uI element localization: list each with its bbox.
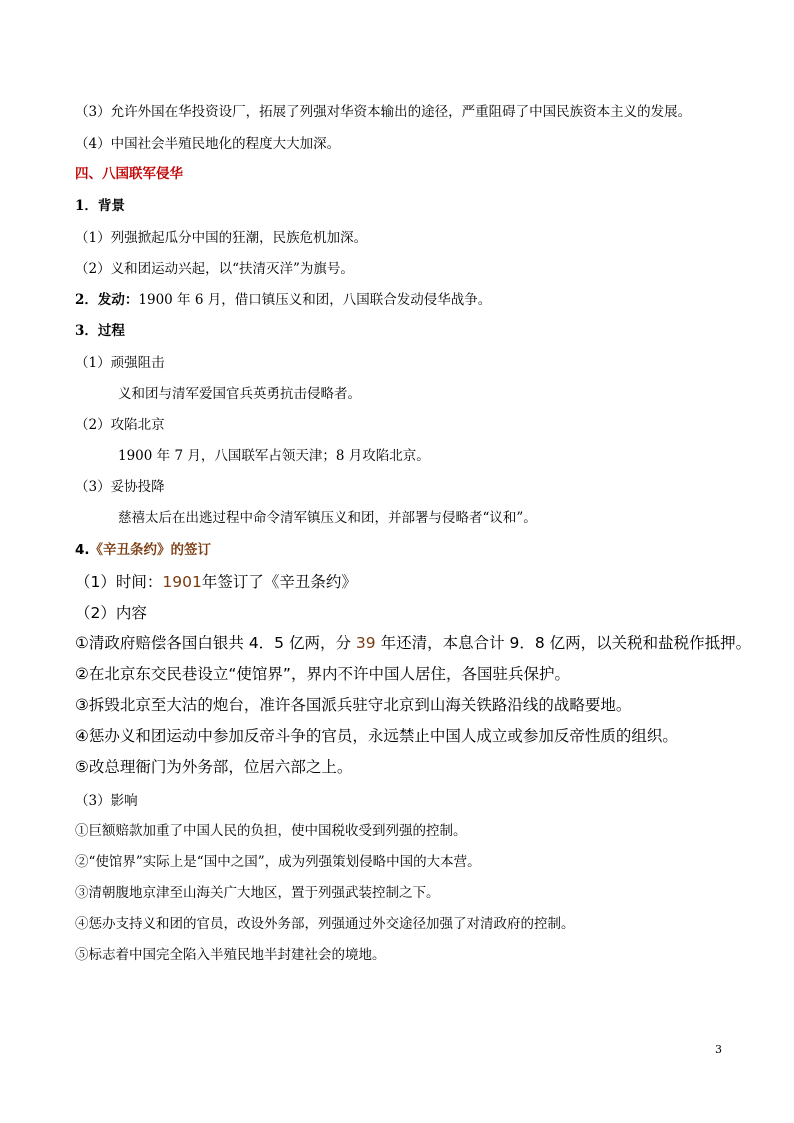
paragraph xyxy=(75,572,357,592)
subheading: 3．过程 xyxy=(75,323,125,339)
paragraph: （3）允许外国在华投资设厂，拓展了列强对华资本输出的途径，严重阻碍了中国民族资本主义的发展。 xyxy=(75,104,692,120)
paragraph: （2）义和团运动兴起，以“扶清灭洋”为旗号。 xyxy=(75,261,354,277)
list-heading: （1）顽强阻击 xyxy=(75,355,165,371)
list-item xyxy=(75,633,751,653)
list-item: ②在北京东交民巷设立“使馆界”，界内不许中国人居住，各国驻兵保护。 xyxy=(75,665,570,683)
treaty-title: 《辛丑条约》的签订 xyxy=(89,542,212,558)
inline-label: 2．发动： xyxy=(75,292,139,308)
list-heading: （2）攻陷北京 xyxy=(75,417,165,433)
list-item: ①巨额赔款加重了中国人民的负担，使中国税收受到列强的控制。 xyxy=(75,823,467,839)
years-value: 39 xyxy=(355,634,376,652)
list-item: ⑤改总理衙门为外务部，位居六部之上。 xyxy=(75,758,353,776)
paragraph: （4）中国社会半殖民地化的程度大大加深。 xyxy=(75,136,341,152)
inline-text: 1900 年 6 月，借口镇压义和团，八国联合发动侵华战争。 xyxy=(138,292,492,308)
page-number: 3 xyxy=(715,1043,722,1056)
treaty-number: 4. xyxy=(75,542,90,558)
paragraph: 慈禧太后在出逃过程中命令清军镇压义和团，并部署与侵略者“议和”。 xyxy=(118,510,537,526)
subheading: 1．背景 xyxy=(75,198,125,214)
inline-label: （1）时间： xyxy=(75,573,163,591)
list-item: ③拆毁北京至大沽的炮台，准许各国派兵驻守北京到山海关铁路沿线的战略要地。 xyxy=(75,696,632,714)
section-heading: 四、八国联军侵华 xyxy=(75,166,183,182)
paragraph: 义和团与清军爱国官兵英勇抗击侵略者。 xyxy=(118,386,361,402)
paragraph xyxy=(75,291,491,309)
list-item-text: ①清政府赔偿各国白银共 4．5 亿两，分 xyxy=(75,634,356,652)
list-item: ②“使馆界”实际上是“国中之国”，成为列强策划侵略中国的大本营。 xyxy=(75,854,481,870)
list-item: ④惩办支持义和团的官员，改设外务部，列强通过外交途径加强了对清政府的控制。 xyxy=(75,916,575,932)
list-item: ③清朝腹地京津至山海关广大地区，置于列强武装控制之下。 xyxy=(75,885,440,901)
list-heading: （3）影响 xyxy=(75,793,138,809)
list-item-text: 年还清，本息合计 9．8 亿两，以关税和盐税作抵押。 xyxy=(375,634,752,652)
treaty-heading xyxy=(75,541,211,559)
paragraph: （1）列强掀起瓜分中国的狂潮，民族危机加深。 xyxy=(75,230,368,246)
list-heading: （2）内容 xyxy=(75,604,147,622)
paragraph: 1900 年 7 月，八国联军占领天津；8 月攻陷北京。 xyxy=(118,448,430,464)
list-item: ④惩办义和团运动中参加反帝斗争的官员，永远禁止中国人成立或参加反帝性质的组织。 xyxy=(75,727,678,745)
list-item: ⑤标志着中国完全陷入半殖民地半封建社会的境地。 xyxy=(75,947,386,963)
year-value: 1901 xyxy=(162,573,202,591)
list-heading: （3）妥协投降 xyxy=(75,479,165,495)
inline-text: 年签订了《辛丑条约》 xyxy=(201,573,357,591)
